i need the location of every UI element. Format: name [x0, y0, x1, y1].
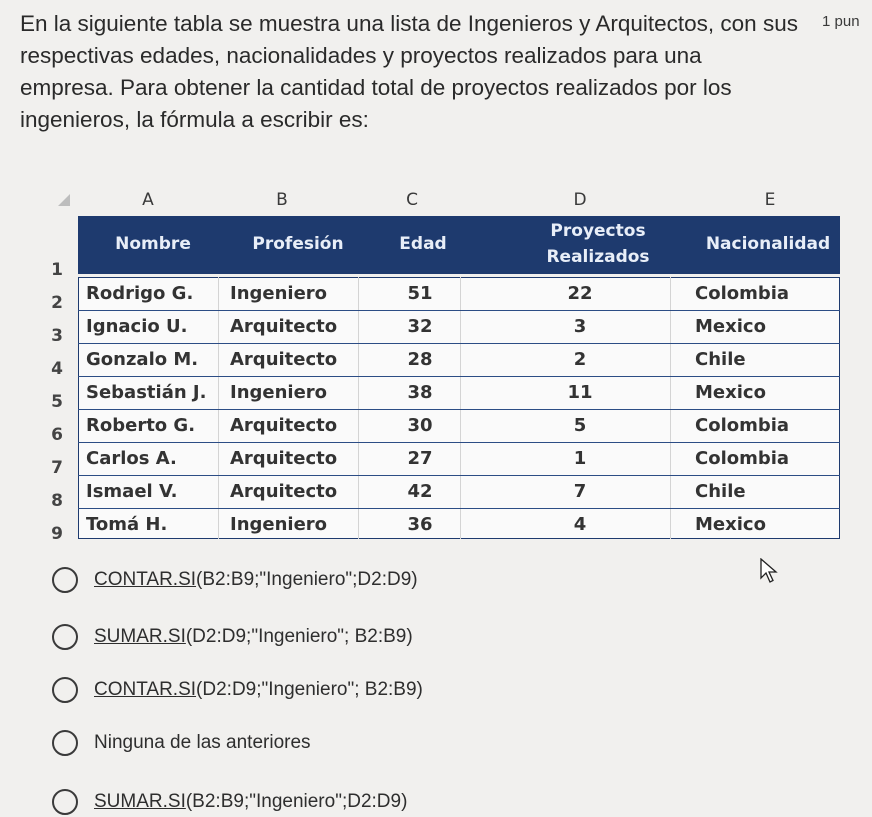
cell-profesion: Ingeniero [230, 283, 328, 304]
row-number: 2 [51, 293, 63, 313]
table-row [40, 509, 840, 541]
cell-nacionalidad: Mexico [695, 514, 766, 535]
cell-edad: 42 [407, 481, 433, 502]
column-letter-b: B [276, 190, 288, 210]
radio-button[interactable] [52, 567, 78, 593]
cell-edad: 28 [407, 349, 433, 370]
cell-nombre: Tomá H. [86, 514, 168, 535]
option-args: (D2:D9;"Ingeniero"; B2:B9) [185, 626, 413, 647]
option-function: CONTAR.SI [94, 679, 197, 700]
cell-nacionalidad: Chile [695, 349, 746, 370]
cell-proyectos: 1 [573, 448, 587, 469]
row-number: 7 [51, 458, 63, 478]
option-function: SUMAR.SI [94, 626, 186, 647]
table-row [40, 377, 840, 409]
header-proyectos-line1: Proyectos [550, 221, 646, 241]
option-label [94, 679, 423, 701]
cell-proyectos: 3 [573, 316, 587, 337]
table-row [40, 278, 840, 310]
answer-option-5[interactable] [52, 787, 407, 817]
option-args: Ninguna de las anteriores [94, 732, 311, 753]
row-number: 3 [51, 326, 63, 346]
cell-edad: 27 [407, 448, 433, 469]
option-label [94, 791, 407, 813]
question-text: En la siguiente tabla se muestra una lista de Ingenieros y Arquitectos, con sus respectivas edades, nacionalidades y proyectos realizados para una empresa. Para obtener la cantidad total de proyectos realizados por los ingenieros, la fórmula a escribir es: [20, 11, 798, 132]
option-label [94, 626, 413, 648]
cell-proyectos: 22 [567, 283, 593, 304]
cell-nombre: Roberto G. [86, 415, 196, 436]
row-number: 1 [51, 260, 63, 280]
cell-nombre: Rodrigo G. [86, 283, 194, 304]
option-function: CONTAR.SI [94, 569, 197, 590]
cell-proyectos: 7 [573, 481, 587, 502]
cell-edad: 30 [407, 415, 433, 436]
answer-option-2[interactable] [52, 622, 413, 652]
mouse-pointer-icon [760, 558, 780, 584]
table-row [40, 344, 840, 376]
cell-proyectos: 2 [573, 349, 587, 370]
header-nacionalidad: Nacionalidad [705, 234, 831, 254]
column-letter-c: C [406, 190, 418, 210]
table-row [40, 476, 840, 508]
cell-proyectos: 4 [573, 514, 587, 535]
column-letter-d: D [573, 190, 587, 210]
cell-profesion: Ingeniero [230, 382, 328, 403]
table-row [40, 410, 840, 442]
radio-button[interactable] [52, 624, 78, 650]
cell-proyectos: 11 [567, 382, 593, 403]
cell-profesion: Arquitecto [230, 415, 338, 436]
row-number: 6 [51, 425, 63, 445]
cell-nacionalidad: Colombia [695, 448, 790, 469]
cell-edad: 38 [407, 382, 433, 403]
cell-nacionalidad: Colombia [695, 415, 790, 436]
cell-nombre: Ismael V. [86, 481, 178, 502]
cell-proyectos: 5 [573, 415, 587, 436]
answer-option-4[interactable] [52, 728, 311, 758]
cell-nacionalidad: Mexico [695, 316, 766, 337]
column-letter-e: E [764, 190, 776, 210]
radio-button[interactable] [52, 789, 78, 815]
option-args: (B2:B9;"Ingeniero";D2:D9) [185, 791, 408, 812]
option-label [94, 569, 418, 591]
cell-edad: 32 [407, 316, 433, 337]
cell-nombre: Carlos A. [86, 448, 177, 469]
answer-option-1[interactable] [52, 565, 418, 595]
row-number: 4 [51, 359, 63, 379]
option-label [94, 732, 311, 754]
points-label: 1 pun [822, 13, 860, 30]
cell-profesion: Arquitecto [230, 448, 338, 469]
cell-profesion: Arquitecto [230, 481, 338, 502]
cell-profesion: Arquitecto [230, 349, 338, 370]
header-row [78, 216, 840, 274]
cell-nacionalidad: Mexico [695, 382, 766, 403]
answer-option-3[interactable] [52, 675, 423, 705]
cell-nombre: Gonzalo M. [86, 349, 199, 370]
spreadsheet-image [40, 188, 840, 548]
cell-edad: 36 [407, 514, 433, 535]
table-row [40, 311, 840, 343]
option-args: (D2:D9;"Ingeniero"; B2:B9) [196, 679, 423, 700]
select-all-corner-icon [58, 194, 70, 206]
column-letter-a: A [142, 190, 154, 210]
radio-button[interactable] [52, 730, 78, 756]
radio-button[interactable] [52, 677, 78, 703]
cell-nacionalidad: Colombia [695, 283, 790, 304]
row-number: 8 [51, 491, 63, 511]
option-function: SUMAR.SI [94, 791, 186, 812]
header-edad: Edad [399, 234, 447, 254]
cell-profesion: Arquitecto [230, 316, 338, 337]
cell-nacionalidad: Chile [695, 481, 746, 502]
table-row [40, 443, 840, 475]
cell-profesion: Ingeniero [230, 514, 328, 535]
header-profesion: Profesión [252, 234, 344, 254]
header-proyectos-line2: Realizados [546, 247, 650, 267]
header-nombre: Nombre [115, 234, 191, 254]
cell-edad: 51 [407, 283, 433, 304]
cell-nombre: Ignacio U. [86, 316, 188, 337]
cell-nombre: Sebastián J. [86, 382, 207, 403]
option-args: (B2:B9;"Ingeniero";D2:D9) [196, 569, 418, 590]
row-number: 5 [51, 392, 63, 412]
row-number: 9 [51, 524, 63, 544]
